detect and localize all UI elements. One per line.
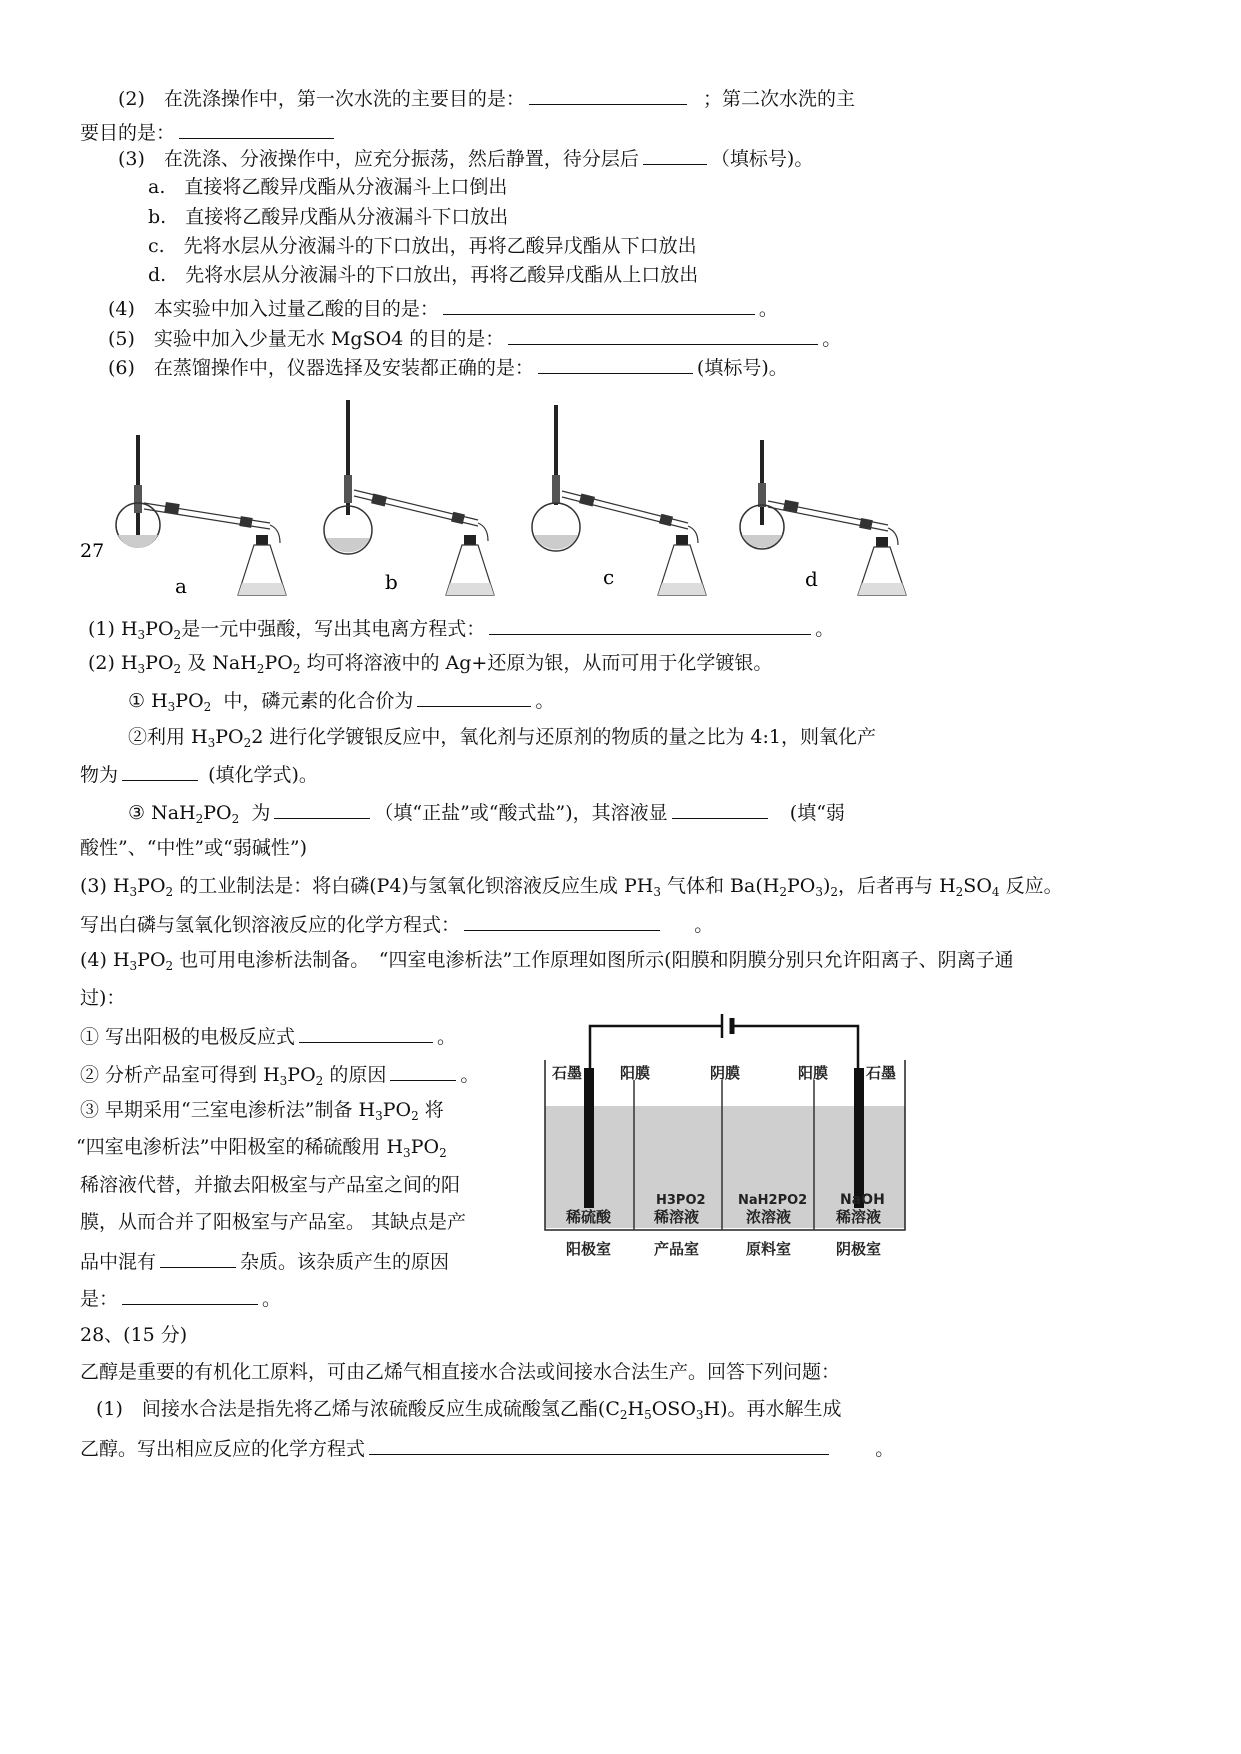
label-graphite-left: 石墨 bbox=[552, 1064, 583, 1082]
cathode-electrode bbox=[854, 1068, 864, 1208]
q27-part4-c3-line5 bbox=[80, 1247, 449, 1275]
q27-number: 27 bbox=[80, 540, 105, 562]
text: 是一元中强酸，写出其电离方程式： bbox=[181, 618, 486, 640]
answer-blank[interactable] bbox=[390, 1060, 456, 1081]
q26-part4 bbox=[108, 294, 778, 322]
q26-part2-text: (2) 在洗涤操作中，第一次水洗的主要目的是： bbox=[118, 88, 525, 110]
period: 。 bbox=[460, 1064, 480, 1086]
anode-electrode bbox=[584, 1068, 594, 1208]
answer-blank[interactable] bbox=[274, 798, 370, 819]
text: 将 bbox=[424, 1099, 444, 1121]
answer-blank[interactable] bbox=[299, 1022, 433, 1043]
text: 为 bbox=[251, 802, 271, 824]
label-anion-membrane: 阴膜 bbox=[710, 1064, 741, 1082]
q28-header: 28、(15 分) bbox=[80, 1324, 188, 1346]
text: “四室电渗析法”中阳极室的稀硫酸用 H bbox=[76, 1136, 404, 1158]
text: 气体和 Ba(H bbox=[667, 875, 780, 897]
apparatus-b bbox=[324, 400, 494, 595]
text: 物为 bbox=[80, 764, 119, 786]
q27-part3: (3) $H_3PO_2$ 的工业制法是：将白磷(P4)与氢氧化钡溶液反应生成 $PH_3$ 气体和 $Ba(H_2PO_3)_2$，后者再与 $H_2SO_4$ 反应。 bbox=[80, 875, 1063, 899]
apparatus-label-c: c bbox=[603, 565, 615, 589]
q27-part4-c3-line6 bbox=[80, 1284, 281, 1312]
q26-part2-line2 bbox=[80, 118, 338, 146]
q26-part6-text: (6) 在蒸馏操作中，仪器选择及安装都正确的是： bbox=[108, 357, 534, 379]
solution-feed: 浓溶液 bbox=[746, 1208, 792, 1226]
answer-blank[interactable] bbox=[529, 84, 687, 105]
period: 。 bbox=[262, 1288, 282, 1310]
chamber-anode: 阳极室 bbox=[566, 1240, 612, 1258]
text: ③ NaH bbox=[128, 802, 196, 824]
solution-product: 稀溶液 bbox=[654, 1208, 700, 1226]
apparatus-d bbox=[740, 440, 906, 595]
text: (1) 间接水合法是指先将乙烯与浓硫酸反应生成硫酸氢乙酯(C bbox=[96, 1398, 620, 1420]
apparatus-c bbox=[532, 405, 706, 595]
solution-cathode-formula: NaOH bbox=[840, 1192, 885, 1208]
label-graphite-right: 石墨 bbox=[866, 1064, 897, 1082]
text: 的原因 bbox=[329, 1064, 387, 1086]
text: 也可用电渗析法制备。 “四室电渗析法”工作原理如图所示(阳膜和阴膜分别只允许阳离子、阴离子通 bbox=[179, 949, 1014, 971]
q26-part6 bbox=[108, 353, 788, 381]
text: (填化学式)。 bbox=[208, 764, 318, 786]
text: ②利用 H bbox=[128, 726, 208, 748]
q27-sub2-line2 bbox=[80, 760, 318, 788]
solution-product-formula: H3PO2 bbox=[656, 1193, 706, 1208]
apparatus-label-a: a bbox=[175, 574, 187, 598]
q27-part4-line2: 过)： bbox=[80, 987, 126, 1009]
text: 是： bbox=[80, 1288, 119, 1310]
chamber-feed: 原料室 bbox=[746, 1240, 792, 1258]
answer-blank[interactable] bbox=[417, 686, 531, 707]
text: 写出白磷与氢氧化钡溶液反应的化学方程式： bbox=[80, 914, 461, 936]
solution-feed-formula: NaH2PO2 bbox=[738, 1193, 808, 1208]
answer-blank[interactable] bbox=[538, 353, 693, 374]
text: （填“正盐”或“酸式盐”)，其溶液显 bbox=[374, 802, 668, 824]
option-d: d. 先将水层从分液漏斗的下口放出，再将乙酸异戊酯从上口放出 bbox=[148, 264, 699, 286]
solution-cathode: 稀溶液 bbox=[836, 1208, 882, 1226]
text: (3) H bbox=[80, 875, 130, 897]
text: H)。再水解生成 bbox=[703, 1398, 842, 1420]
answer-blank[interactable] bbox=[464, 910, 660, 931]
q26-part4-text: (4) 本实验中加入过量乙酸的目的是： bbox=[108, 298, 439, 320]
label-cation-membrane-2: 阳膜 bbox=[798, 1064, 829, 1082]
q27-part3-line2 bbox=[80, 910, 713, 938]
answer-blank[interactable] bbox=[643, 144, 707, 165]
text: ① H bbox=[128, 690, 168, 712]
q26-part3-text: (3) 在洗涤、分液操作中，应充分振荡，然后静置，待分层后 bbox=[118, 148, 639, 170]
answer-blank[interactable] bbox=[672, 798, 768, 819]
distillation-apparatus-figure bbox=[80, 395, 940, 600]
text: (4) H bbox=[80, 949, 130, 971]
q26-part3 bbox=[118, 144, 813, 172]
text: 的工业制法是：将白磷(P4)与氢氧化钡溶液反应生成 PH bbox=[179, 875, 654, 897]
chamber-cathode: 阴极室 bbox=[836, 1240, 882, 1258]
text: ② 分析产品室可得到 H bbox=[80, 1064, 280, 1086]
q28-part1: (1) 间接水合法是指先将乙烯与浓硫酸反应生成硫酸氢乙酯$(C_2H_5OSO_3H)$。再水解生成 bbox=[96, 1398, 842, 1422]
period: 。 bbox=[822, 328, 842, 350]
q28-intro: 乙醇是重要的有机化工原料，可由乙烯气相直接水合法或间接水合法生产。回答下列问题： bbox=[80, 1361, 841, 1383]
q27-part4: (4) $H_3PO_2$ 也可用电渗析法制备。 “四室电渗析法”工作原理如图所示(阳膜和阴膜分别只允许阳离子、阴离子通 bbox=[80, 949, 1014, 973]
chamber-product: 产品室 bbox=[654, 1240, 700, 1258]
q27-part4-c3-line3: 稀溶液代替，并撤去阳极室与产品室之间的阳 bbox=[80, 1174, 461, 1196]
text: 中，磷元素的化合价为 bbox=[223, 690, 414, 712]
apparatus-label-b: b bbox=[385, 570, 398, 594]
answer-blank[interactable] bbox=[122, 760, 198, 781]
text: ，后者再与 H bbox=[838, 875, 956, 897]
period: 。 bbox=[875, 1438, 895, 1460]
text: 品中混有 bbox=[80, 1251, 157, 1273]
q27-sub3-line2: 酸性”、“中性”或“弱碱性”) bbox=[80, 837, 307, 859]
q27-part4-c3-line4: 膜，从而合并了阳极室与产品室。 其缺点是产 bbox=[80, 1211, 467, 1233]
q26-part5-text: (5) 实验中加入少量无水 MgSO4 的目的是： bbox=[108, 328, 505, 350]
text: 及 NaH bbox=[187, 652, 257, 674]
answer-blank[interactable] bbox=[508, 324, 818, 345]
option-b: b. 直接将乙酸异戊酯从分液漏斗下口放出 bbox=[148, 206, 509, 228]
text: H bbox=[627, 1398, 645, 1420]
text: ) bbox=[822, 875, 831, 897]
option-c: c. 先将水层从分液漏斗的下口放出，再将乙酸异戊酯从下口放出 bbox=[148, 235, 697, 257]
q26-part2-text-b: ；第二次水洗的主 bbox=[703, 88, 856, 110]
answer-blank[interactable] bbox=[179, 118, 334, 139]
period: 。 bbox=[815, 618, 835, 640]
answer-blank[interactable] bbox=[489, 614, 811, 635]
q26-part6-tail: (填标号)。 bbox=[696, 357, 788, 379]
q27-part4-c2: ② 分析产品室可得到 $H_3PO_2$ 的原因 。 bbox=[80, 1060, 479, 1088]
q27-sub2: ②利用 $H_3PO_22$ 进行化学镀银反应中，氧化剂与还原剂的物质的量之比为 4:1，则氧化产 bbox=[128, 726, 877, 750]
q28-part1-line2 bbox=[80, 1434, 894, 1462]
period: 。 bbox=[535, 690, 555, 712]
answer-blank[interactable] bbox=[160, 1247, 236, 1268]
q27-part4-c1 bbox=[80, 1022, 456, 1050]
label-cation-membrane-1: 阳膜 bbox=[620, 1064, 651, 1082]
q26-part2-line2-text: 要目的是： bbox=[80, 122, 176, 144]
text: ① 写出阳极的电极反应式 bbox=[80, 1026, 296, 1048]
text: 乙醇。写出相应反应的化学方程式 bbox=[80, 1438, 366, 1460]
text: ③ 早期采用“三室电渗析法”制备 H bbox=[80, 1099, 376, 1121]
q27-sub3: ③ $NaH_2PO_2$ 为 （填“正盐”或“酸式盐”)，其溶液显 (填“弱 bbox=[128, 798, 845, 826]
apparatus-a bbox=[116, 435, 286, 595]
q26-part5 bbox=[108, 324, 841, 352]
option-a: a. 直接将乙酸异戊酯从分液漏斗上口倒出 bbox=[148, 176, 508, 198]
q27-part4-c3-line2: “四室电渗析法”中阳极室的稀硫酸用 $H_3PO_2$ bbox=[76, 1136, 447, 1160]
period: 。 bbox=[694, 914, 714, 936]
q26-part3-tail: （填标号)。 bbox=[710, 148, 814, 170]
q27-sub1: ① $H_3PO_2$ 中，磷元素的化合价为 。 bbox=[128, 686, 554, 714]
q27-part1: (1) $H_3PO_2$是一元中强酸，写出其电离方程式： 。 bbox=[88, 614, 834, 642]
answer-blank[interactable] bbox=[369, 1434, 829, 1455]
q27-part2: (2) $H_3PO_2$ 及 $NaH_2PO_2$ 均可将溶液中的 Ag+还原为银，从而可用于化学镀银。 bbox=[88, 652, 773, 676]
q27-part4-c3: ③ 早期采用“三室电渗析法”制备 $H_3PO_2$ 将 bbox=[80, 1099, 444, 1123]
text: (1) H bbox=[88, 618, 138, 640]
period: 。 bbox=[437, 1026, 457, 1048]
text: (2) H bbox=[88, 652, 138, 674]
text: OSO bbox=[651, 1398, 696, 1420]
period: 。 bbox=[758, 298, 778, 320]
answer-blank[interactable] bbox=[122, 1284, 258, 1305]
text: (填“弱 bbox=[789, 802, 845, 824]
text: 2 进行化学镀银反应中，氧化剂与还原剂的物质的量之比为 4:1，则氧化产 bbox=[251, 726, 877, 748]
q26-part2-line1 bbox=[118, 84, 855, 112]
electrodialysis-diagram bbox=[540, 1008, 910, 1268]
solution-anode: 稀硫酸 bbox=[566, 1208, 612, 1226]
text: 反应。 bbox=[1005, 875, 1063, 897]
text: 杂质。该杂质产生的原因 bbox=[240, 1251, 450, 1273]
text: 均可将溶液中的 Ag+还原为银，从而可用于化学镀银。 bbox=[306, 652, 773, 674]
apparatus-label-d: d bbox=[805, 567, 818, 591]
answer-blank[interactable] bbox=[443, 294, 755, 315]
